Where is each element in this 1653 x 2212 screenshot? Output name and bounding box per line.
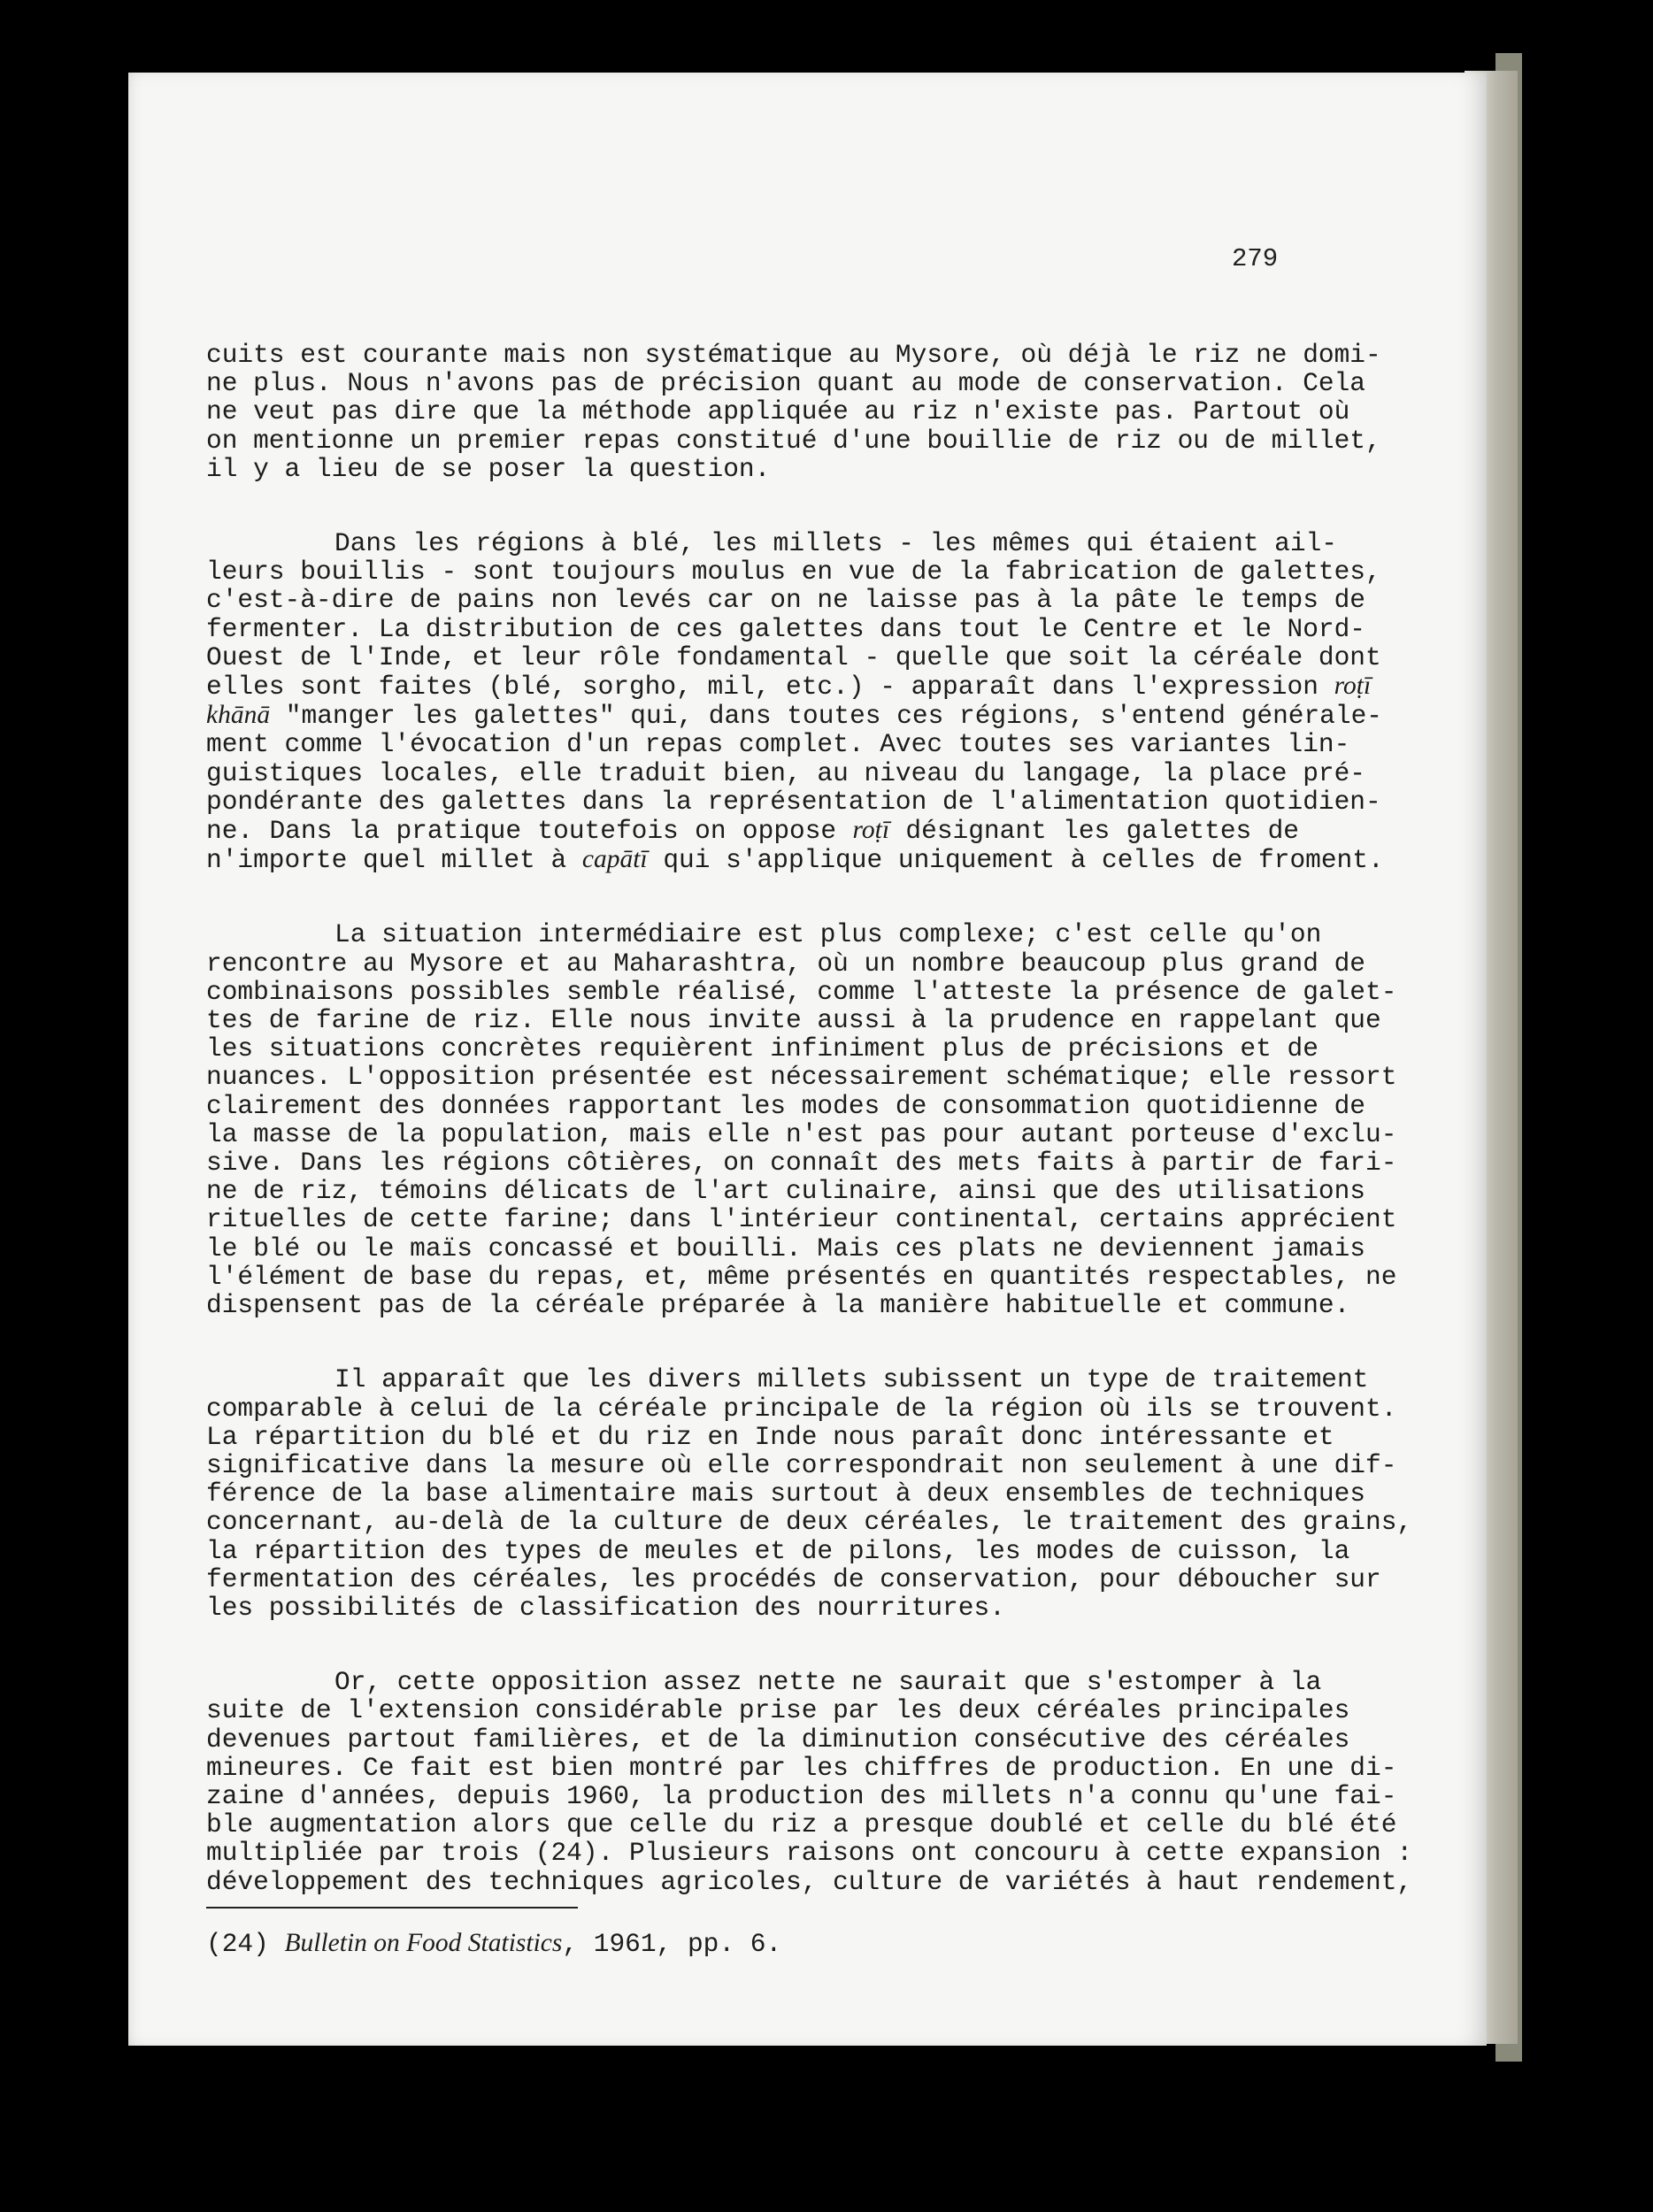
text-line: fermenter. La distribution de ces galettes dans tout le Centre et le Nord- xyxy=(206,613,1366,644)
text-line: rituelles de cette farine; dans l'intérieur continental, certains apprécient xyxy=(206,1204,1397,1235)
text-line: ble augmentation alors que celle du riz a presque doublé et celle du blé été xyxy=(206,1809,1397,1840)
text-line: l'élément de base du repas, et, même présentés en quantités respectables, ne xyxy=(206,1261,1397,1292)
text-line: suite de l'extension considérable prise par les deux céréales principales xyxy=(206,1695,1350,1726)
text-line: il y a lieu de se poser la question. xyxy=(206,453,771,484)
text-line: le blé ou le maïs concassé et bouilli. Mais ces plats ne deviennent jamais xyxy=(206,1233,1366,1263)
text-line: les situations concrètes requièrent infiniment plus de précisions et de xyxy=(206,1033,1319,1064)
paragraph-1 xyxy=(206,340,1381,484)
footnote-rest: , 1961, pp. 6. xyxy=(562,1929,782,1959)
text-line: ne de riz, témoins délicats de l'art culinaire, ainsi que des utilisations xyxy=(206,1176,1366,1207)
page-number: 279 xyxy=(1232,244,1279,273)
text-line: khānā "manger les galettes" qui, dans toutes ces régions, s'entend générale- xyxy=(206,701,1382,732)
paragraph-2 xyxy=(206,528,1384,876)
text-line: La situation intermédiaire est plus complexe; c'est celle qu'on xyxy=(334,919,1322,950)
text-line: significative dans la mesure où elle correspondrait non seulement à une dif- xyxy=(206,1449,1397,1480)
footnote-rule xyxy=(206,1907,578,1909)
text-line: cuits est courante mais non systématique au Mysore, où déjà le riz ne domi- xyxy=(206,340,1381,370)
text-line: la masse de la population, mais elle n'est pas pour autant porteuse d'exclu- xyxy=(206,1118,1397,1149)
text-line: férence de la base alimentaire mais surtout à deux ensembles de techniques xyxy=(206,1479,1366,1509)
text-line: ne veut pas dire que la méthode appliquée au riz n'existe pas. Partout où xyxy=(206,396,1350,427)
text-line: leurs bouillis - sont toujours moulus en vue de la fabrication de galettes, xyxy=(206,557,1381,588)
text-line: dispensent pas de la céréale préparée à la manière habituelle et commune. xyxy=(206,1290,1350,1321)
paragraph-3 xyxy=(206,919,1397,1321)
text-line: La répartition du blé et du riz en Inde nous paraît donc intéressante et xyxy=(206,1421,1334,1452)
text-line: Ouest de l'Inde, et leur rôle fondamental - quelle que soit la céréale dont xyxy=(206,641,1381,672)
text-line: pondérante des galettes dans la représentation de l'alimentation quotidien- xyxy=(206,786,1381,817)
text-line: fermentation des céréales, les procédés de conservation, pour déboucher sur xyxy=(206,1563,1381,1594)
paragraph-5 xyxy=(206,1667,1413,1897)
text-line: concernant, au-delà de la culture de deux céréales, le traitement des grains, xyxy=(206,1507,1413,1538)
footnote xyxy=(206,1929,781,1959)
text-line: combinaisons possibles semble réalisé, comme l'atteste la présence de galet- xyxy=(206,976,1397,1007)
text-line: Dans les régions à blé, les millets - les mêmes qui étaient ail- xyxy=(334,528,1337,559)
text-line: sive. Dans les régions côtières, on connaît des mets faits à partir de fari- xyxy=(206,1148,1397,1179)
text-line: les possibilités de classification des nourritures. xyxy=(206,1592,1005,1623)
text-line: ment comme l'évocation d'un repas complet. Avec toutes ses variantes lin- xyxy=(206,729,1350,760)
text-line: n'importe quel millet à capātī qui s'applique uniquement à celles de froment. xyxy=(206,845,1384,876)
text-line: développement des techniques agricoles, culture de variétés à haut rendement, xyxy=(206,1866,1413,1897)
text-line: ne plus. Nous n'avons pas de précision quant au mode de conservation. Cela xyxy=(206,368,1366,399)
text-line: Il apparaît que les divers millets subissent un type de traitement xyxy=(334,1364,1369,1395)
paragraph-4 xyxy=(206,1364,1413,1623)
text-line: tes de farine de riz. Elle nous invite aussi à la prudence en rappelant que xyxy=(206,1005,1381,1036)
text-line: mineures. Ce fait est bien montré par les chiffres de production. En une di- xyxy=(206,1752,1397,1783)
text-line: multipliée par trois (24). Plusieurs raisons ont concouru à cette expansion : xyxy=(206,1838,1413,1869)
text-line: la répartition des types de meules et de pilons, les modes de cuisson, la xyxy=(206,1535,1350,1566)
text-line: on mentionne un premier repas constitué d'une bouillie de riz ou de millet, xyxy=(206,425,1381,456)
text-line: elles sont faites (blé, sorgho, mil, etc.) - apparaît dans l'expression roṭī xyxy=(206,672,1372,703)
footnote-title: Bulletin on Food Statistics xyxy=(284,1929,563,1957)
text-line: zaine d'années, depuis 1960, la production des millets n'a connu qu'une fai- xyxy=(206,1780,1397,1811)
text-line: guistiques locales, elle traduit bien, au niveau du langage, la place pré- xyxy=(206,757,1366,788)
footnote-number: (24) xyxy=(206,1929,269,1959)
text-line: c'est-à-dire de pains non levés car on ne laisse pas à la pâte le temps de xyxy=(206,585,1366,616)
text-line: devenues partout familières, et de la diminution consécutive des céréales xyxy=(206,1724,1350,1755)
text-line: nuances. L'opposition présentée est nécessairement schématique; elle ressort xyxy=(206,1062,1397,1093)
text-line: comparable à celui de la céréale principale de la région où ils se trouvent. xyxy=(206,1393,1397,1424)
body-text xyxy=(206,340,1413,1897)
text-line: Or, cette opposition assez nette ne saurait que s'estomper à la xyxy=(334,1667,1322,1698)
text-line: clairement des données rapportant les modes de consommation quotidienne de xyxy=(206,1090,1366,1121)
text-line: rencontre au Mysore et au Maharashtra, où un nombre beaucoup plus grand de xyxy=(206,948,1366,979)
text-line: ne. Dans la pratique toutefois on oppose roṭī désignant les galettes de xyxy=(206,816,1299,847)
